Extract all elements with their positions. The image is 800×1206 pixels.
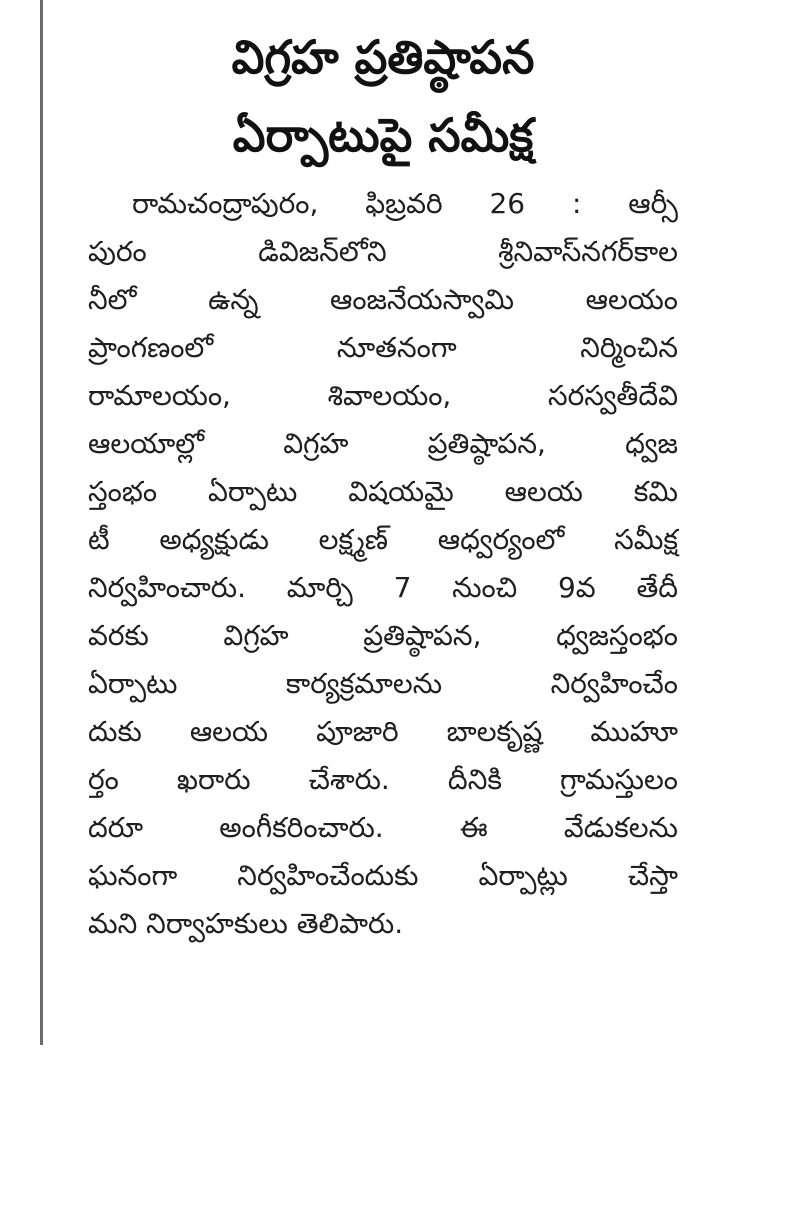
article-body — [88, 180, 678, 948]
column-divider-rule — [40, 0, 43, 1045]
headline-line-1: విగ్రహ ప్రతిష్ఠాపన — [231, 30, 535, 84]
body-line-12: దుకు ఆలయ పూజారి బాలకృష్ణ ముహూ — [88, 715, 678, 748]
body-line-4: ప్రాంగణంలో నూతనంగా నిర్మించిన — [88, 331, 678, 364]
headline — [88, 18, 678, 174]
body-line-9: నిర్వహించారు. మార్చి 7 నుంచి 9వ తేదీ — [88, 571, 678, 604]
body-line-7: స్తంభం ఏర్పాటు విషయమై ఆలయ కమి — [88, 475, 678, 508]
newspaper-clipping — [88, 18, 678, 948]
body-line-15: ఘనంగా నిర్వహించేందుకు ఏర్పాట్లు చేస్తా — [88, 859, 678, 892]
body-line-10: వరకు విగ్రహ ప్రతిష్ఠాపన, ధ్వజస్తంభం — [88, 619, 678, 652]
body-line-8: టీ అధ్యక్షుడు లక్ష్మణ్ ఆధ్వర్యంలో సమీక్ష — [88, 523, 678, 556]
body-line-2: పురం డివిజన్‌లోని శ్రీనివాస్‌నగర్‌కాల — [88, 235, 678, 268]
body-line-3: నీలో ఉన్న ఆంజనేయస్వామి ఆలయం — [88, 283, 678, 316]
headline-line-2: ఏర్పాటుపై సమీక్ష — [232, 108, 534, 162]
body-line-16: మని నిర్వాహకులు తెలిపారు. — [88, 907, 404, 940]
body-line-14: దరూ అంగీకరించారు. ఈ వేడుకలను — [88, 811, 678, 844]
body-line-13: ర్తం ఖరారు చేశారు. దీనికి గ్రామస్తులం — [88, 763, 678, 796]
body-line-11: ఏర్పాటు కార్యక్రమాలను నిర్వహించేం — [88, 667, 678, 700]
body-line-1: రామచంద్రాపురం, ఫిబ్రవరి 26 : ఆర్సీ — [132, 187, 678, 220]
body-line-6: ఆలయాల్లో విగ్రహ ప్రతిష్ఠాపన, ధ్వజ — [88, 427, 678, 460]
body-line-5: రామాలయం, శివాలయం, సరస్వతీదేవి — [88, 379, 678, 412]
